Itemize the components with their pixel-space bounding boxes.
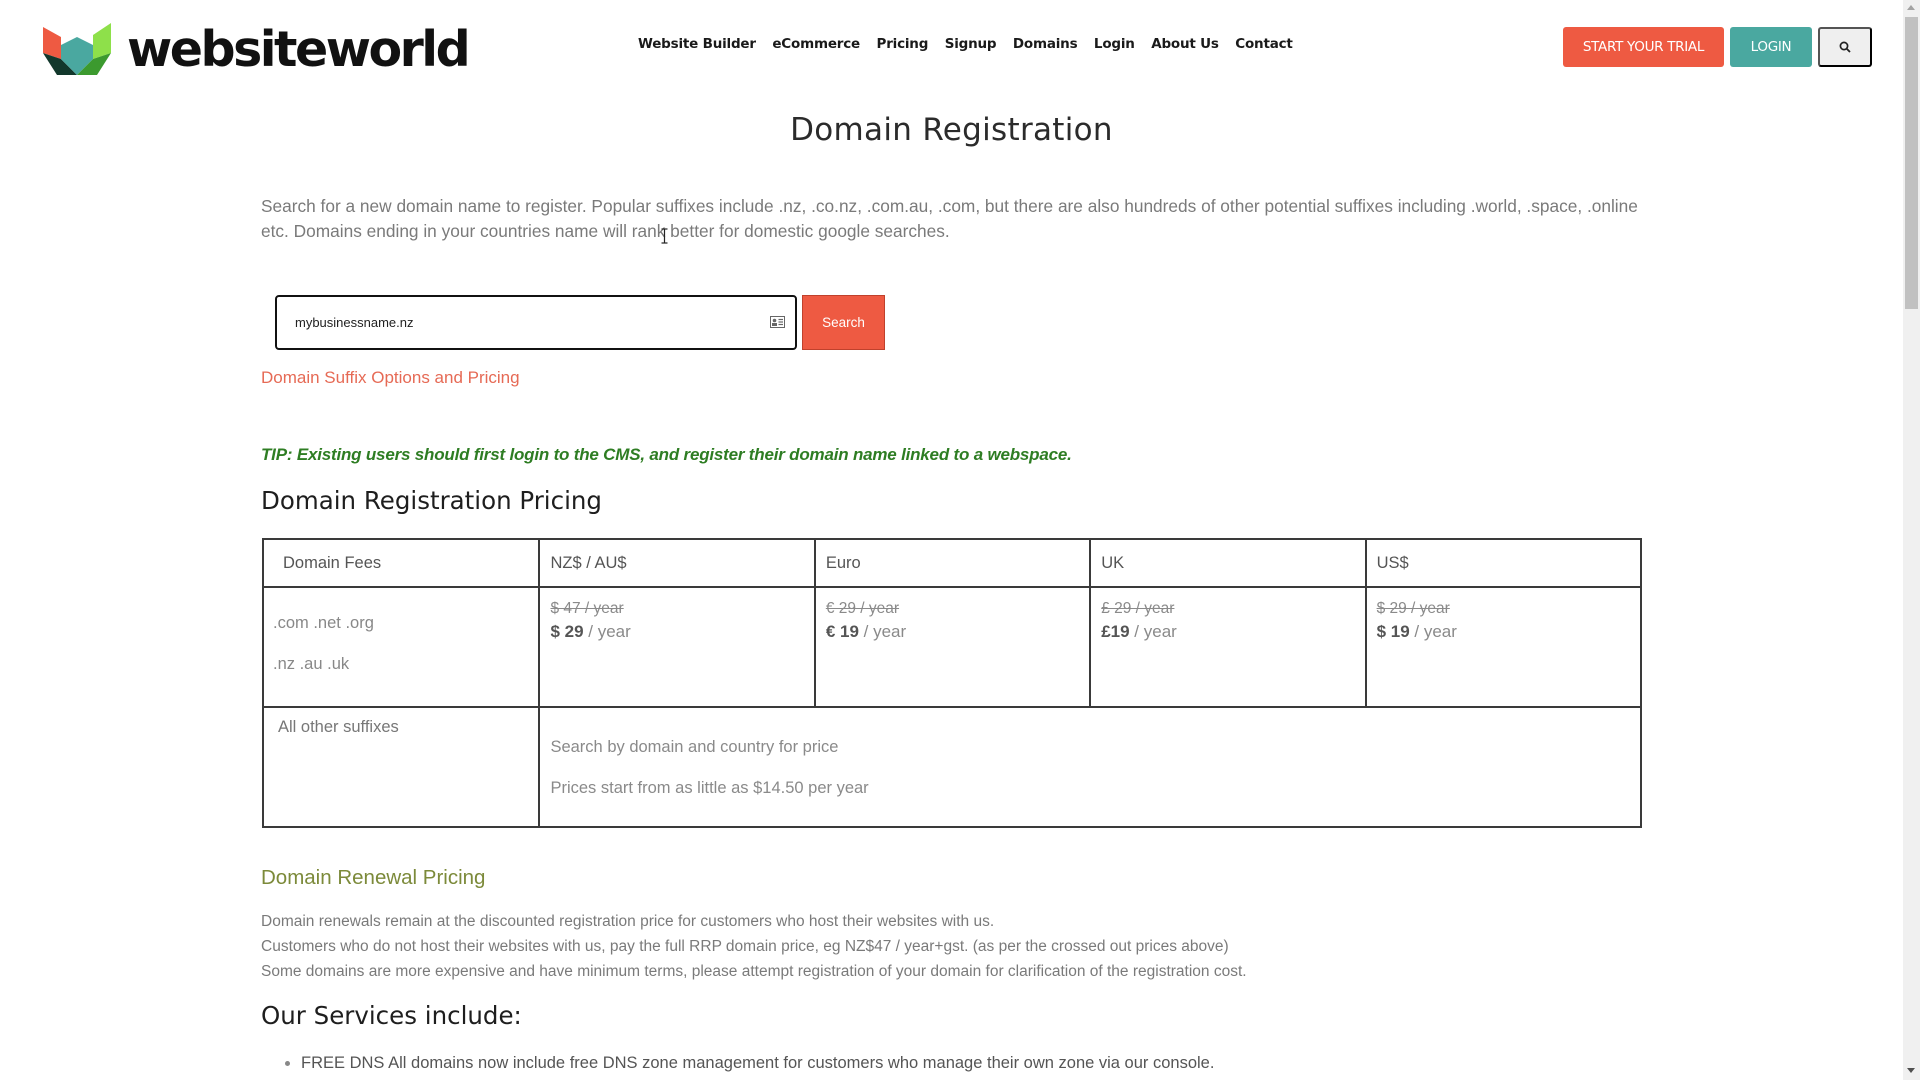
table-row	[263, 587, 1641, 707]
domain-search-input[interactable]	[295, 297, 755, 347]
services-heading: Our Services include:	[261, 1001, 522, 1030]
login-button[interactable]: LOGIN	[1730, 27, 1812, 67]
tip-text: TIP: Existing users should first login to the CMS, and register their domain name linked to a webspace.	[261, 445, 1072, 464]
suffix-options-link[interactable]: Domain Suffix Options and Pricing	[261, 368, 520, 387]
search-icon	[1839, 41, 1851, 53]
nav-login[interactable]: Login	[1093, 36, 1135, 52]
new-price: £19 / year	[1101, 622, 1177, 641]
nav-contact[interactable]: Contact	[1235, 36, 1293, 52]
domain-search-field	[275, 295, 797, 350]
suffix-cell	[263, 587, 539, 707]
other-info-line: Prices start from as little as $14.50 per year	[550, 779, 869, 797]
contact-card-icon[interactable]	[770, 316, 785, 328]
new-price: € 19 / year	[825, 622, 907, 641]
scroll-thumb[interactable]	[1905, 17, 1918, 309]
new-price: $ 19 / year	[1376, 622, 1457, 641]
logo-text: websiteworld	[127, 20, 469, 78]
scroll-up-arrow-icon[interactable]	[1907, 5, 1915, 10]
text-cursor-icon	[660, 228, 669, 244]
new-price: $ 29 / year	[550, 622, 631, 641]
nav-website-builder[interactable]: Website Builder	[638, 36, 756, 52]
main-nav	[638, 36, 1309, 52]
pricing-table	[262, 538, 1642, 828]
scroll-down-arrow-icon[interactable]	[1907, 1068, 1915, 1073]
renewal-text	[261, 909, 1247, 984]
site-logo[interactable]	[43, 22, 468, 76]
domain-search-button[interactable]: Search	[802, 295, 885, 350]
table-row	[263, 707, 1641, 827]
header-uk: UK	[1090, 539, 1365, 587]
nav-ecommerce[interactable]: eCommerce	[772, 36, 860, 52]
suffix-line: .nz .au .uk	[273, 655, 350, 673]
list-item: • FREE DNS All domains now include free DNS zone management for customers who manage their own zone via our console.	[301, 1054, 1214, 1073]
other-suffixes-info	[539, 707, 1641, 827]
price-cell-usd	[1366, 587, 1641, 707]
renewal-heading: Domain Renewal Pricing	[261, 866, 486, 889]
nav-about-us[interactable]: About Us	[1151, 36, 1219, 52]
header-usd: US$	[1366, 539, 1641, 587]
header-search-button[interactable]	[1818, 27, 1872, 67]
nav-domains[interactable]: Domains	[1012, 36, 1078, 52]
old-price: $ 29 / year	[1376, 600, 1450, 617]
start-trial-button[interactable]: START YOUR TRIAL	[1563, 27, 1724, 67]
page-title: Domain Registration	[790, 112, 1113, 148]
table-header-row	[263, 539, 1641, 587]
renewal-line: Customers who do not host their websites with us, pay the full RRP domain price, eg NZ$47 / year+gst. (as per the crossed out prices above)	[261, 938, 1229, 955]
logo-mark-icon	[43, 23, 111, 75]
pricing-heading: Domain Registration Pricing	[261, 486, 602, 515]
other-info-line: Search by domain and country for price	[550, 738, 839, 756]
renewal-line: Domain renewals remain at the discounted registration price for customers who host their websites with us.	[261, 913, 995, 930]
page-scrollbar[interactable]	[1903, 0, 1920, 1080]
other-suffixes-label: All other suffixes	[278, 718, 399, 736]
price-cell-uk	[1090, 587, 1365, 707]
old-price: € 29 / year	[825, 600, 900, 617]
nav-pricing[interactable]: Pricing	[876, 36, 929, 52]
header-euro: Euro	[815, 539, 1090, 587]
price-cell-euro	[815, 587, 1090, 707]
site-header	[0, 0, 1903, 95]
old-price: $ 47 / year	[550, 600, 624, 617]
other-suffixes-cell	[263, 707, 539, 827]
header-domain-fees: Domain Fees	[263, 539, 539, 587]
suffix-line: .com .net .org	[273, 614, 374, 632]
header-nz-au: NZ$ / AU$	[539, 539, 814, 587]
intro-paragraph: Search for a new domain name to register. Popular suffixes include .nz, .co.nz, .com.au, .com, but there are also hundreds of other potential suffixes including .world, .space, .online etc. Domains ending in your countries name will rank better for domestic google searches.	[261, 196, 1638, 241]
old-price: £ 29 / year	[1101, 600, 1175, 617]
nav-signup[interactable]: Signup	[944, 36, 997, 52]
services-list	[301, 1054, 1214, 1073]
renewal-line: Some domains are more expensive and have minimum terms, please attempt registration of your domain for clarification of the registration cost.	[261, 963, 1247, 980]
price-cell-nz-au	[539, 587, 814, 707]
